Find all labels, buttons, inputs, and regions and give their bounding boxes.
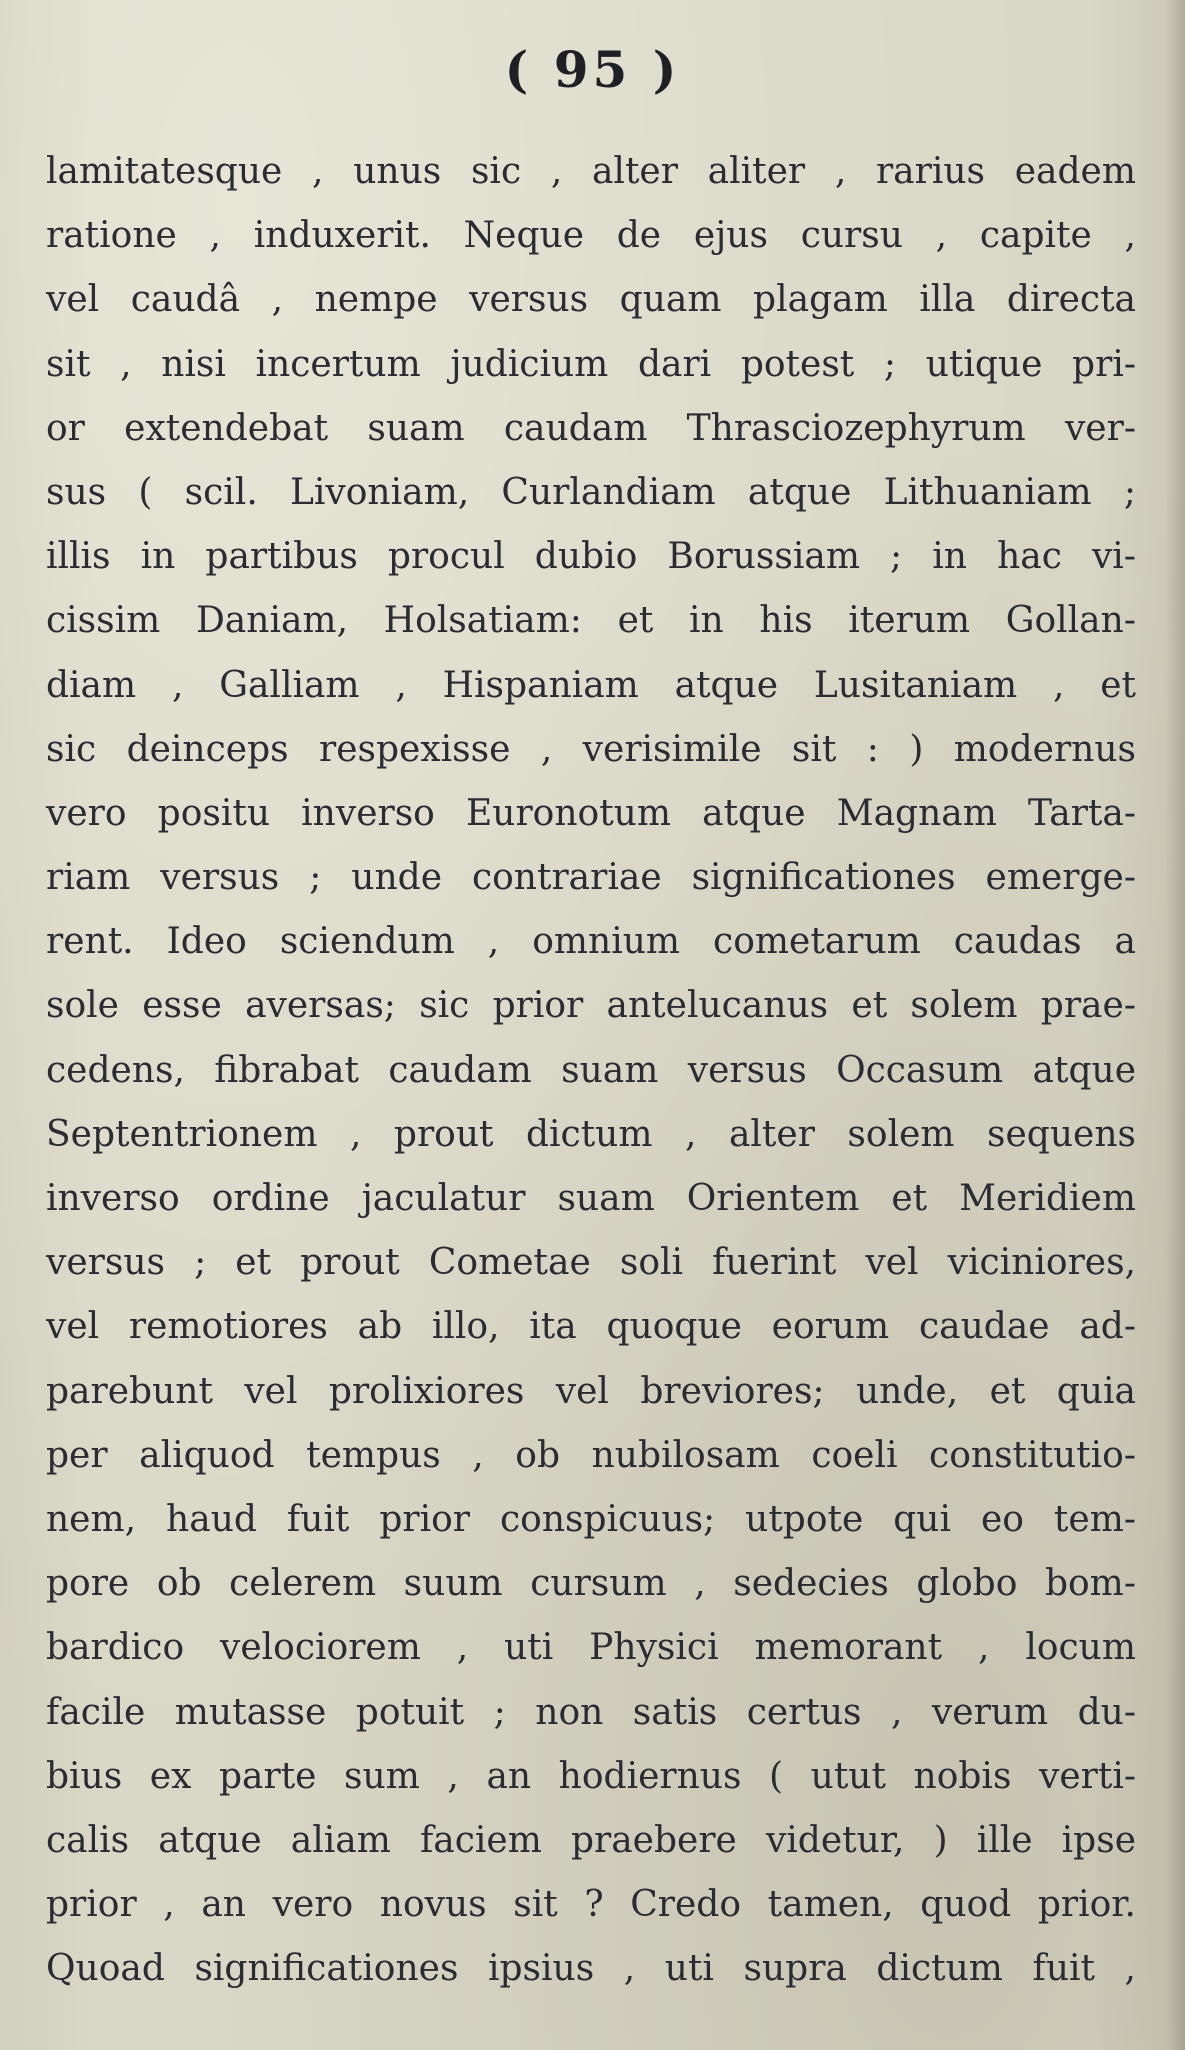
- body-text: [46, 140, 1136, 2001]
- text-line: rent. Ideo sciendum , omnium cometarum caudas a: [46, 921, 1136, 963]
- text-line: lamitatesque , unus sic , alter aliter , rarius eadem: [46, 151, 1136, 192]
- text-line: sole esse aversas; sic prior antelucanus et solem prae-: [46, 985, 1136, 1027]
- text-line: bius ex parte sum , an hodiernus ( utut nobis verti-: [46, 1755, 1136, 1797]
- text-line: vero positu inverso Euronotum atque Magnam Tarta-: [46, 792, 1136, 834]
- text-line: Quoad significationes ipsius , uti supra dictum fuit ,: [46, 1948, 1136, 1990]
- text-line: sit , nisi incertum judicium dari potest ; utique pri-: [46, 343, 1136, 385]
- text-line: or extendebat suam caudam Thrasciozephyrum ver-: [46, 407, 1136, 449]
- text-line: cedens, fibrabat caudam suam versus Occasum atque: [46, 1049, 1136, 1091]
- text-line: bardico velociorem , uti Physici memorant , locum: [46, 1627, 1136, 1669]
- text-line: cissim Daniam, Holsatiam: et in his iterum Gollan-: [46, 600, 1136, 642]
- text-line: sus ( scil. Livoniam, Curlandiam atque Lithuaniam ;: [46, 471, 1136, 513]
- text-line: calis atque aliam faciem praebere videtur, ) ille ipse: [46, 1819, 1136, 1861]
- text-line: diam , Galliam , Hispaniam atque Lusitaniam , et: [46, 664, 1136, 706]
- text-line: ratione , induxerit. Neque de ejus cursu , capite ,: [46, 215, 1136, 257]
- text-line: riam versus ; unde contrariae significationes emerge-: [46, 857, 1136, 899]
- text-line: prior , an vero novus sit ? Credo tamen, quod prior.: [46, 1884, 1136, 1926]
- text-line: per aliquod tempus , ob nubilosam coeli constitutio-: [46, 1434, 1136, 1476]
- text-line: nem, haud fuit prior conspicuus; utpote qui eo tem-: [46, 1498, 1136, 1540]
- text-line: pore ob celerem suum cursum , sedecies globo bom-: [46, 1563, 1136, 1605]
- text-line: inverso ordine jaculatur suam Orientem et Meridiem: [46, 1178, 1136, 1219]
- text-line: parebunt vel prolixiores vel breviores; unde, et quia: [46, 1370, 1136, 1412]
- text-line: Septentrionem , prout dictum , alter solem sequens: [46, 1113, 1136, 1155]
- page-number: ( 95 ): [504, 40, 681, 99]
- text-line: vel caudâ , nempe versus quam plagam illa directa: [46, 279, 1136, 321]
- text-line: sic deinceps respexisse , verisimile sit : ) modernus: [46, 728, 1136, 770]
- text-line: versus ; et prout Cometae soli fuerint vel viciniores,: [46, 1242, 1136, 1284]
- text-line: facile mutasse potuit ; non satis certus , verum du-: [46, 1691, 1136, 1733]
- text-line: illis in partibus procul dubio Borussiam ; in hac vi-: [46, 536, 1136, 578]
- page-edge-shadow: [1165, 0, 1185, 2050]
- text-line: vel remotiores ab illo, ita quoque eorum caudae ad-: [46, 1306, 1136, 1348]
